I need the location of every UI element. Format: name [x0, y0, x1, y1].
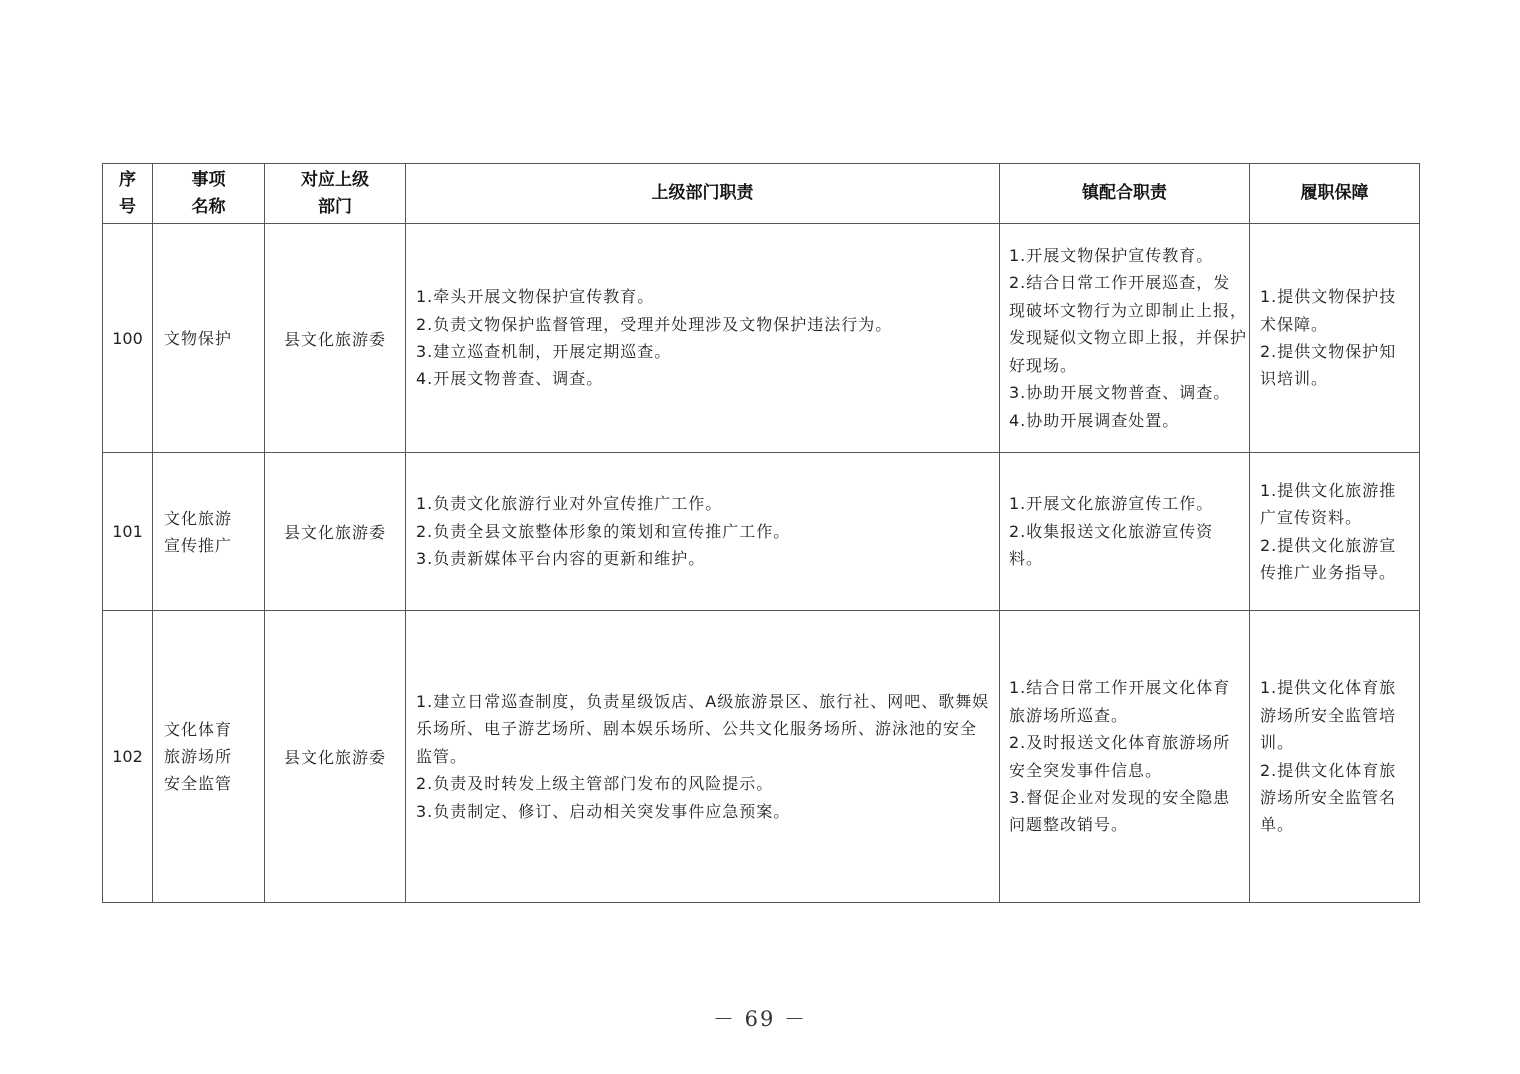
row-name-line: 旅游场所 — [164, 747, 233, 766]
header-guarantee: 履职保障 — [1250, 164, 1420, 224]
row-name — [153, 611, 265, 903]
town-duty-item: 1.结合日常工作开展文化体育旅游场所巡查。 — [1009, 678, 1231, 725]
upper-duty-item: 2.负责文物保护监督管理，受理并处理涉及文物保护违法行为。 — [416, 314, 893, 334]
upper-duty-item: 2.负责全县文旅整体形象的策划和宣传推广工作。 — [416, 521, 791, 541]
row-dept: 县文化旅游委 — [265, 611, 406, 903]
header-dept — [265, 164, 406, 224]
header-no-line-1: 序 — [119, 169, 136, 190]
header-row — [103, 164, 1420, 224]
header-town: 镇配合职责 — [1000, 164, 1250, 224]
row-town-duties — [1000, 224, 1250, 453]
row-name — [153, 224, 265, 453]
town-duty-item: 1.开展文物保护宣传教育。 — [1009, 246, 1214, 266]
guarantee-item: 2.提供文化旅游宣传推广业务指导。 — [1260, 535, 1397, 582]
upper-duty-item: 3.负责新媒体平台内容的更新和维护。 — [416, 549, 706, 569]
header-no — [103, 164, 153, 224]
guarantee-item: 1.提供文化体育旅游场所安全监管培训。 — [1260, 678, 1397, 753]
header-dept-line-2: 部门 — [318, 196, 352, 217]
row-name-line: 文物保护 — [164, 328, 233, 348]
town-duty-item: 1.开展文化旅游宣传工作。 — [1009, 494, 1214, 514]
row-no: 101 — [103, 453, 153, 611]
header-name-line-2: 名称 — [191, 196, 226, 217]
header-no-line-2: 号 — [119, 196, 136, 217]
town-duty-item: 2.结合日常工作开展巡查，发现破坏文物行为立即制止上报，发现疑似文物立即上报，并保护好现场。 — [1009, 273, 1248, 375]
table-row-100 — [103, 224, 1420, 453]
guarantee-item: 1.提供文物保护技术保障。 — [1260, 287, 1397, 334]
town-duty-item: 4.协助开展调查处置。 — [1009, 410, 1180, 430]
town-duty-item: 2.及时报送文化体育旅游场所安全突发事件信息。 — [1009, 733, 1231, 780]
upper-duty-item: 3.负责制定、修订、启动相关突发事件应急预案。 — [416, 801, 791, 821]
row-name-line: 文化体育 — [164, 720, 233, 739]
row-name — [153, 453, 265, 611]
row-upper-duties — [406, 611, 1000, 903]
guarantee-item: 1.提供文化旅游推广宣传资料。 — [1260, 480, 1397, 528]
row-name-line: 文化旅游 — [164, 508, 233, 528]
row-upper-duties — [406, 224, 1000, 453]
row-dept: 县文化旅游委 — [265, 453, 406, 611]
upper-duty-item: 1.建立日常巡查制度，负责星级饭店、A级旅游景区、旅行社、网吧、歌舞娱乐场所、电子游艺场所、剧本娱乐场所、公共文化服务场所、游泳池的安全监管。 — [416, 691, 990, 766]
upper-duty-item: 4.开展文物普查、调查。 — [416, 369, 604, 389]
header-upper: 上级部门职责 — [406, 164, 1000, 224]
row-no: 100 — [103, 224, 153, 453]
table-row-102 — [103, 611, 1420, 903]
header-name — [153, 164, 265, 224]
row-no: 102 — [103, 611, 153, 903]
row-dept: 县文化旅游委 — [265, 224, 406, 453]
row-name-line: 安全监管 — [164, 774, 233, 793]
guarantee-item: 2.提供文物保护知识培训。 — [1260, 342, 1397, 389]
row-town-duties — [1000, 453, 1250, 611]
header-name-line-1: 事项 — [191, 169, 226, 190]
upper-duty-item: 1.负责文化旅游行业对外宣传推广工作。 — [416, 494, 723, 514]
responsibility-table — [102, 163, 1420, 903]
row-guarantee — [1250, 611, 1420, 903]
header-dept-line-1: 对应上级 — [301, 169, 369, 190]
table-row-101 — [103, 453, 1420, 611]
town-duty-item: 2.收集报送文化旅游宣传资料。 — [1009, 521, 1214, 569]
upper-duty-item: 3.建立巡查机制，开展定期巡查。 — [416, 342, 672, 361]
guarantee-item: 2.提供文化体育旅游场所安全监管名单。 — [1260, 760, 1397, 835]
page-number: － 69 － — [712, 1007, 808, 1031]
row-town-duties — [1000, 611, 1250, 903]
row-guarantee — [1250, 453, 1420, 611]
row-guarantee — [1250, 224, 1420, 453]
town-duty-item: 3.督促企业对发现的安全隐患问题整改销号。 — [1009, 787, 1231, 835]
upper-duty-item: 1.牵头开展文物保护宣传教育。 — [416, 287, 655, 307]
town-duty-item: 3.协助开展文物普查、调查。 — [1009, 383, 1231, 403]
row-name-line: 宣传推广 — [164, 535, 233, 555]
row-upper-duties — [406, 453, 1000, 611]
upper-duty-item: 2.负责及时转发上级主管部门发布的风险提示。 — [416, 774, 774, 794]
